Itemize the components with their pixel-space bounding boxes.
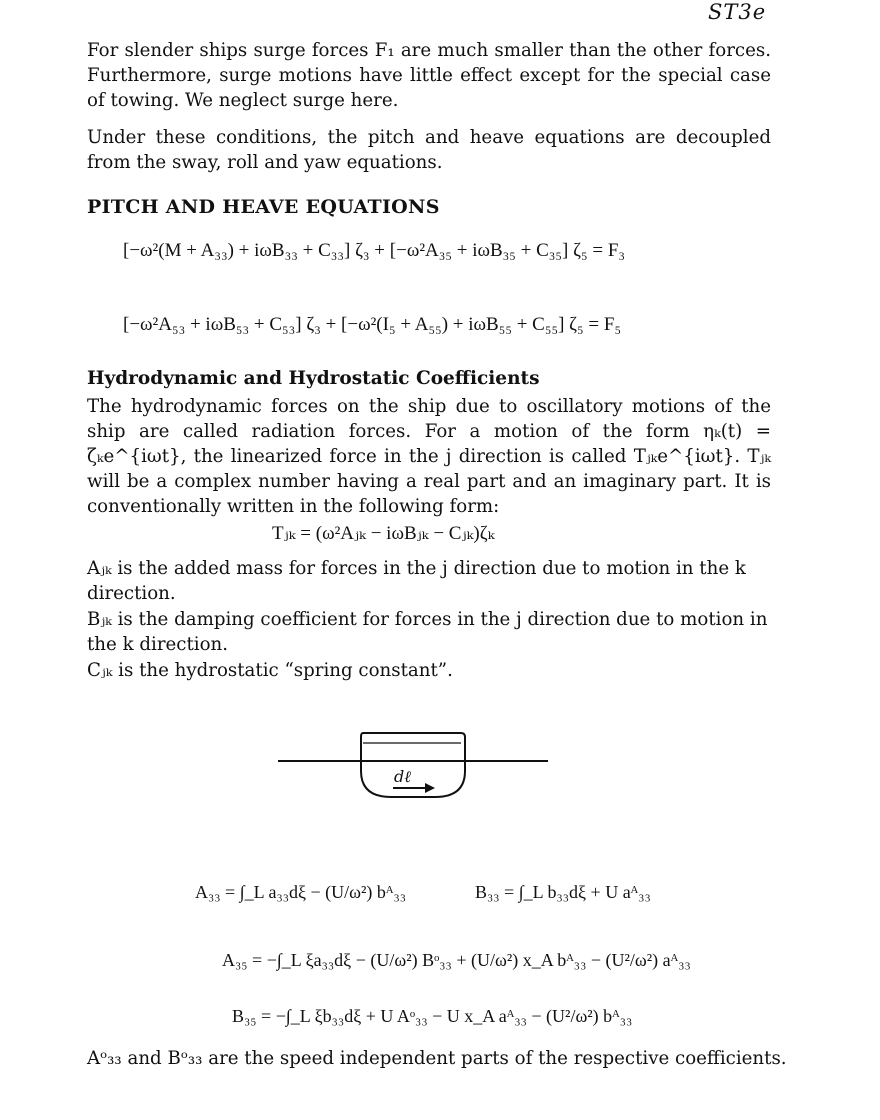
subsection-title: Hydrodynamic and Hydrostatic Coefficients — [87, 368, 540, 389]
speed-independent-note: Aᵒ₃₃ and Bᵒ₃₃ are the speed independent parts of the respective coefficients. — [87, 1048, 787, 1069]
handwritten-page-note: ST3e — [708, 0, 767, 24]
damping-definition: Bⱼₖ is the damping coefficient for forces in the j direction due to motion in the k direction. — [87, 609, 768, 655]
radiation-forces-paragraph: The hydrodynamic forces on the ship due to oscillatory motions of the ship are called radiation forces. For a motion of the form ηₖ(t) = ζₖe^{iωt}, the linearized force in the j direction is called Tⱼₖe^{iωt}. Tⱼₖ will be a complex number having a real part and an imaginary part. It is conventionally written in the following form: — [87, 396, 771, 517]
pitch-equation: [−ω²A₅₃ + iωB₅₃ + C₅₃] ζ₃ + [−ω²(I₅ + A₅₅) + iωB₅₅ + C₅₅] ζ₅ = F₅ — [123, 314, 622, 335]
spring-constant-definition: Cⱼₖ is the hydrostatic “spring constant”. — [87, 660, 453, 681]
B33-equation: B₃₃ = ∫_L b₃₃dξ + U aᴬ₃₃ — [475, 882, 651, 902]
A33-equation: A₃₃ = ∫_L a₃₃dξ − (U/ω²) bᴬ₃₃ — [195, 882, 407, 902]
dl-arrow-head — [425, 783, 435, 793]
ship-section-diagram — [275, 725, 555, 805]
dl-label: dℓ — [394, 767, 411, 786]
surge-paragraph: For slender ships surge forces F₁ are much smaller than the other forces. Furthermore, surge motions have little effect except for the special case of towing. We neglect surge here. — [87, 40, 771, 111]
heave-equation: [−ω²(M + A₃₃) + iωB₃₃ + C₃₃] ζ₃ + [−ω²A₃₅ + iωB₃₅ + C₃₅] ζ₅ = F₃ — [123, 240, 626, 261]
decoupling-paragraph: Under these conditions, the pitch and heave equations are decoupled from the sway, roll and yaw equations. — [87, 127, 771, 173]
B35-equation: B₃₅ = −∫_L ξb₃₃dξ + U Aᵒ₃₃ − U x_A aᴬ₃₃ − (U²/ω²) bᴬ₃₃ — [232, 1006, 633, 1026]
section-title: PITCH AND HEAVE EQUATIONS — [87, 196, 440, 218]
T-jk-equation: Tⱼₖ = (ω²Aⱼₖ − iωBⱼₖ − Cⱼₖ)ζₖ — [272, 523, 495, 544]
A35-equation: A₃₅ = −∫_L ξa₃₃dξ − (U/ω²) Bᵒ₃₃ + (U/ω²) x_A bᴬ₃₃ − (U²/ω²) aᴬ₃₃ — [222, 950, 691, 970]
added-mass-definition: Aⱼₖ is the added mass for forces in the j direction due to motion in the k direction. — [87, 558, 746, 604]
